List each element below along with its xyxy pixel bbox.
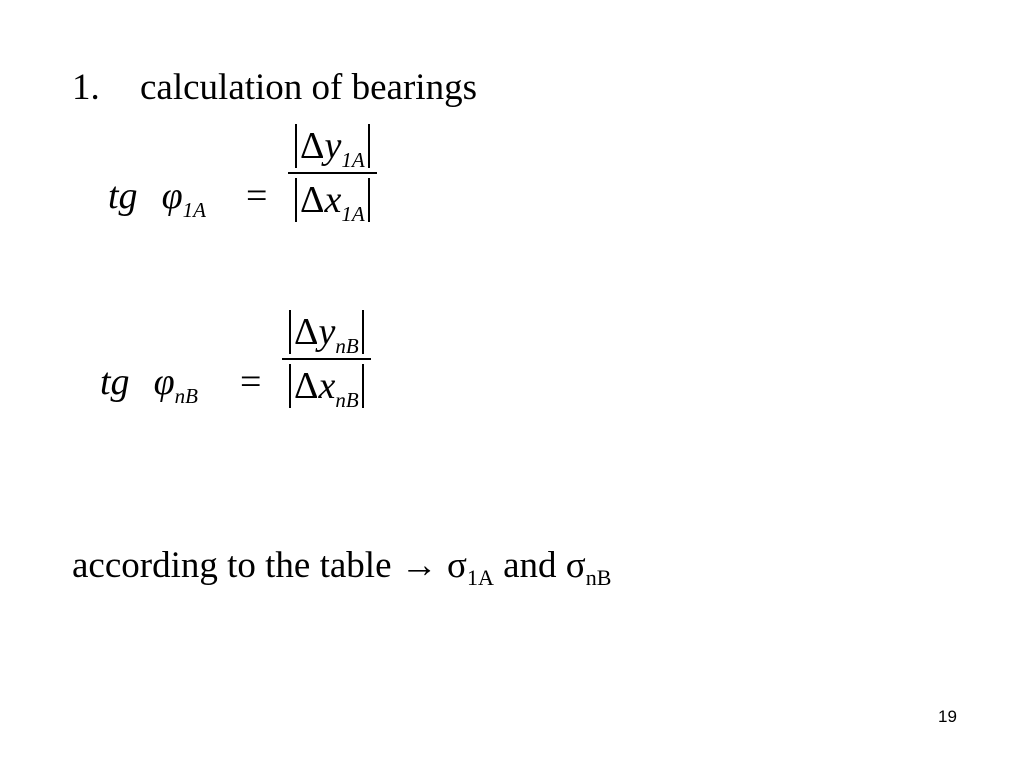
formula-1-func: tg bbox=[108, 175, 138, 217]
sigma-2-sub: nB bbox=[585, 565, 612, 590]
conclusion-and: and bbox=[493, 545, 566, 586]
formula-2-fraction bbox=[282, 306, 371, 412]
formula-1-lhs bbox=[108, 174, 206, 222]
sigma-1: σ bbox=[447, 545, 467, 586]
heading-text: calculation of bearings bbox=[140, 67, 477, 108]
formula-2-func: tg bbox=[100, 361, 130, 403]
heading bbox=[72, 64, 477, 112]
formula-2-angle-sub: nB bbox=[174, 384, 198, 408]
formula-2-numerator: $\Delta y_{nB}$ bbox=[282, 306, 371, 358]
formula-1-angle-sub: 1A bbox=[182, 198, 206, 222]
formula-2-angle: φ bbox=[153, 361, 175, 403]
formula-2-denominator: $\Delta x_{nB}$ bbox=[282, 360, 371, 412]
formula-1-fraction bbox=[288, 120, 377, 226]
page-number: 19 bbox=[938, 707, 957, 726]
conclusion-line bbox=[72, 542, 611, 594]
formula-1-angle: φ bbox=[161, 175, 183, 217]
sigma-1-sub: 1A bbox=[466, 565, 494, 590]
formula-1-denominator: $\Delta x_{1A}$ bbox=[288, 174, 377, 226]
sigma-2: σ bbox=[565, 545, 586, 586]
formula-2-lhs bbox=[100, 360, 198, 408]
formula-2-equals: = bbox=[240, 361, 262, 403]
arrow-symbol: → bbox=[400, 545, 438, 586]
conclusion-text: according to the table bbox=[72, 545, 401, 586]
formula-1-equals: = bbox=[246, 175, 268, 217]
heading-number: 1. bbox=[72, 67, 100, 108]
formula-1-numerator: $\Delta y_{1A}$ bbox=[288, 120, 377, 172]
